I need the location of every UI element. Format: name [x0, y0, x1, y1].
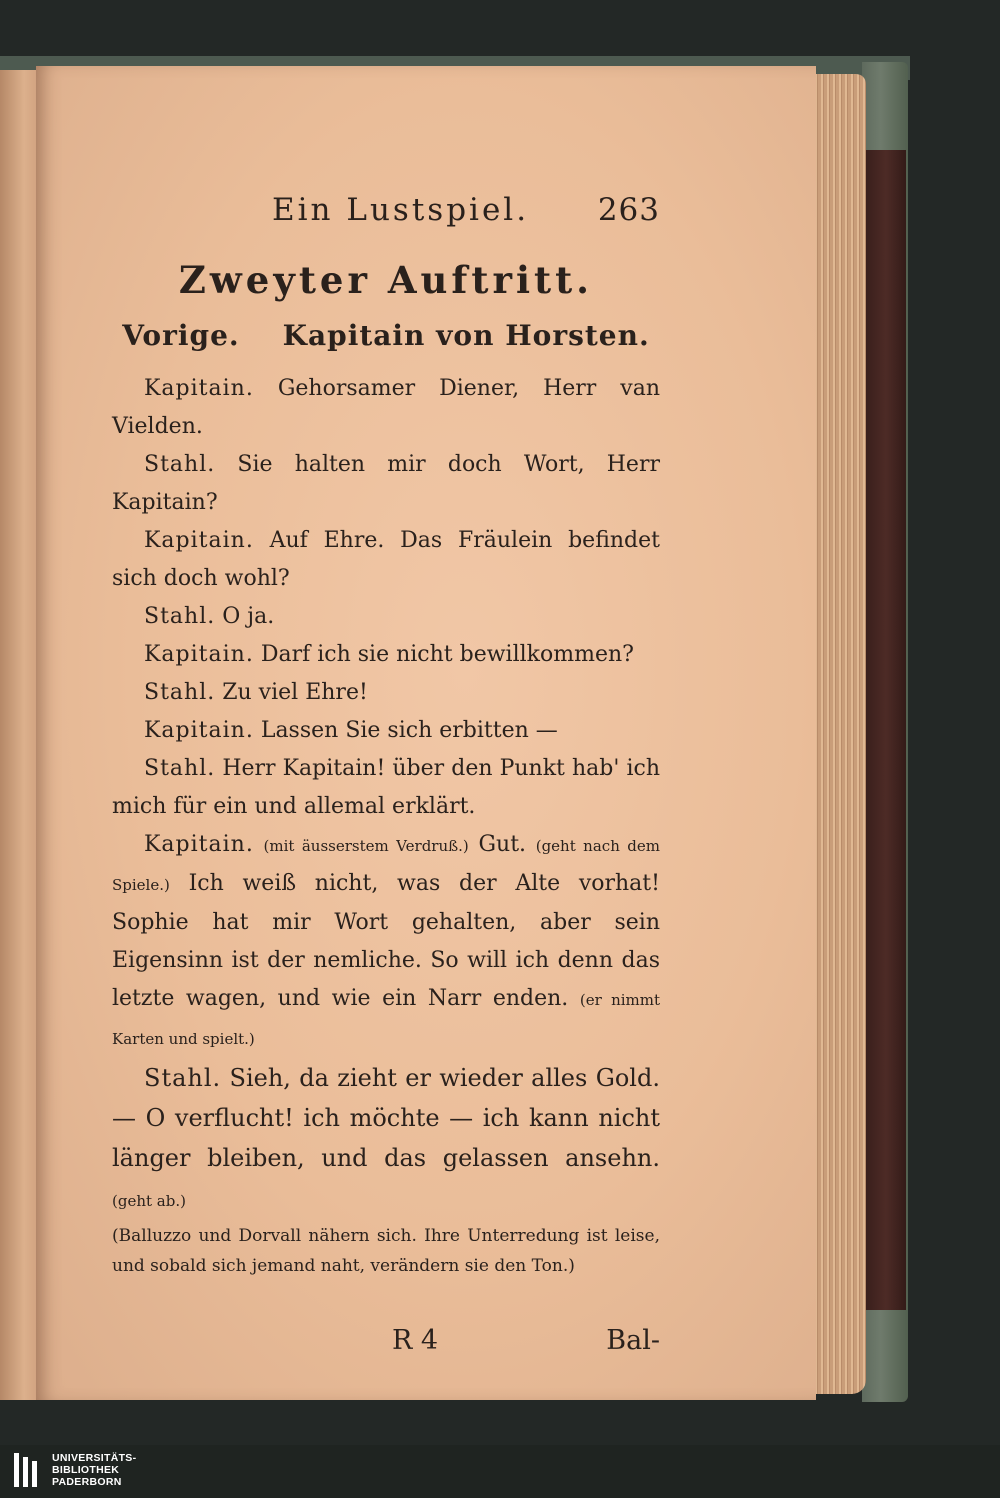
stage-direction: (Balluzzo und Dorvall nähern sich. Ihre Unterredung ist leise, und sobald sich jemand naht, verändern sie den Ton.): [112, 1226, 660, 1276]
library-logo: [12, 1452, 136, 1488]
dialogue-line: [112, 446, 660, 522]
speaker-name: Kapitain.: [144, 832, 254, 857]
speaker-name: Stahl.: [144, 680, 216, 705]
dialogue-line: [112, 522, 660, 598]
speech-text: Sie halten mir doch Wort, Herr Kapitain?: [112, 452, 660, 515]
speaker-name: Kapitain.: [144, 376, 254, 401]
speaker-name: Stahl.: [144, 1064, 222, 1092]
book-cover-brown-board: [866, 150, 906, 1310]
speech-text: O ja.: [222, 604, 275, 629]
running-head-title: Ein Lustspiel.: [272, 192, 530, 228]
page-footer: [112, 1325, 660, 1375]
logo-line: PADERBORN: [52, 1476, 122, 1488]
cast-list: Vorige. Kapitain von Horsten.: [122, 319, 650, 352]
left-page-edge: [0, 70, 40, 1400]
signature-mark: R 4: [392, 1325, 439, 1356]
speech-text: Ich weiß nicht, was der Alte vorhat! Sophie hat mir Wort gehalten, aber sein Eigensinn ist der nemliche. So will ich denn das letzte wagen, und wie ein Narr enden.: [112, 871, 660, 1011]
speaker-name: Kapitain.: [144, 718, 254, 743]
stage-direction-inline: (er nimmt Karten und spielt.): [112, 991, 661, 1048]
logo-line: UNIVERSITÄTS-: [52, 1452, 137, 1464]
book-page: [36, 66, 816, 1400]
catchword: Bal-: [606, 1325, 660, 1356]
speaker-name: Kapitain.: [144, 642, 254, 667]
speaker-name: Stahl.: [144, 604, 216, 629]
speech-text: Lassen Sie sich erbitten —: [260, 718, 558, 743]
library-logo-text: [52, 1452, 136, 1488]
dialogue-line: [112, 1058, 660, 1221]
speech-text: Sieh, da zieht er wieder alles Gold. — O verflucht! ich möchte — ich kann nicht länger bleiben, und das gelassen ansehn.: [112, 1064, 660, 1172]
stage-direction-inline: (geht ab.): [112, 1192, 186, 1210]
logo-line: BIBLIOTHEK: [52, 1464, 120, 1476]
page-text-block: [112, 192, 660, 1375]
speech-text: Gehorsamer Diener, Herr van Vielden.: [112, 376, 660, 439]
dialogue-line: [112, 674, 660, 712]
dialogue-line: [112, 598, 660, 636]
scene-title: Zweyter Auftritt.: [178, 258, 594, 302]
page-number: 263: [597, 192, 660, 228]
dialogue-line: [112, 826, 660, 1058]
speech-text: Auf Ehre. Das Fräulein befindet sich doch wohl?: [112, 528, 660, 591]
dialogue-line: [112, 712, 660, 750]
speech-text: Darf ich sie nicht bewillkommen?: [260, 642, 634, 667]
running-head: [112, 192, 660, 244]
speech-text: Gut.: [478, 832, 527, 857]
speaker-name: Stahl.: [144, 452, 216, 477]
library-logo-icon: [12, 1451, 42, 1489]
speaker-name: Kapitain.: [144, 528, 254, 553]
stage-direction-inline: (geht nach dem Spiele.): [112, 837, 661, 894]
stage-direction-inline: (mit äusserstem Verdruß.): [263, 837, 469, 855]
dialogue-line: [112, 750, 660, 826]
dialogue-line: [112, 370, 660, 446]
speech-text: Herr Kapitain! über den Punkt hab' ich mich für ein und allemal erklärt.: [112, 756, 660, 819]
speaker-name: Stahl.: [144, 756, 216, 781]
speech-text: Zu viel Ehre!: [222, 680, 368, 705]
dialogue-line: [112, 636, 660, 674]
